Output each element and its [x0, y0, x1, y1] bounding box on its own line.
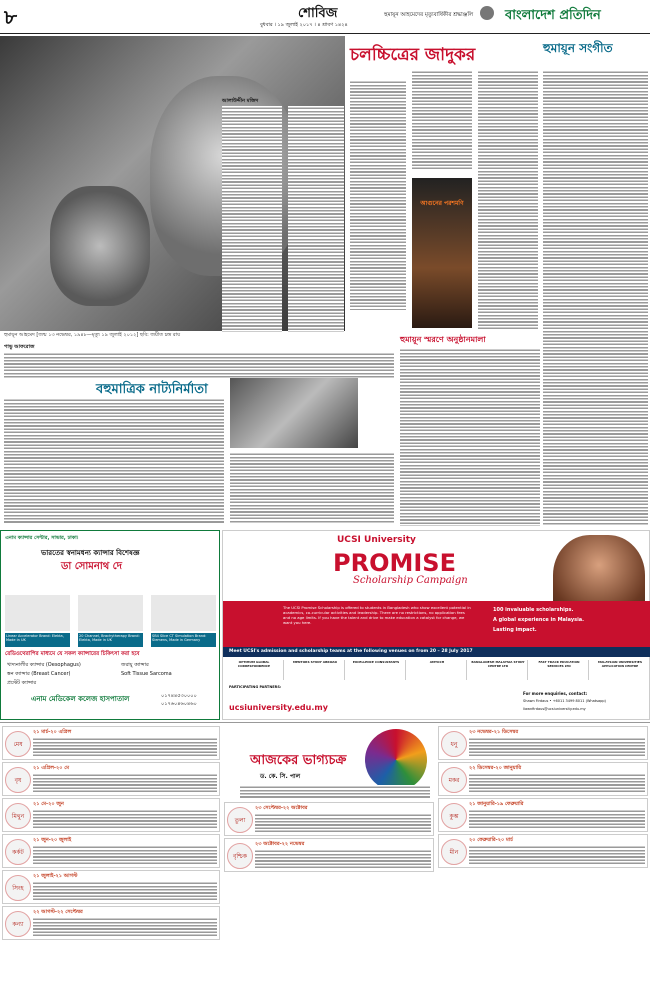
tribute-label: হুমায়ূন আহমেদের মৃত্যুবার্ষিকীর শ্রদ্ধাঞ্জলি	[384, 12, 474, 18]
sign-text	[33, 881, 217, 901]
author-avatar	[480, 6, 494, 20]
gemini-icon: মিথুন	[5, 803, 31, 829]
ucsi-bullet-1: 100 invaluable scholarships.	[493, 607, 574, 613]
article-body-col4	[412, 70, 472, 170]
article-body-col1	[222, 106, 282, 332]
ucsi-body-text: The UCSI Promise Scholarship is offered to students in Bangladesh who show excellent potential in academics, co-curricular activities and leadership. There are no restrictions, no application fees and no age limits. If you have the talent and drive to make education a catalyst for change, we want you here.	[283, 605, 471, 625]
sign-cell-virgo	[2, 906, 220, 940]
sign-cell-libra	[224, 802, 434, 836]
machine-image-3	[151, 595, 216, 631]
sign-text	[33, 737, 217, 757]
sagittarius-icon: ধনু	[441, 731, 467, 757]
paper-name: বাংলাদেশ প্রতিদিন	[505, 8, 601, 23]
ucsi-venue-row	[225, 660, 649, 680]
sign-cell-capricorn	[438, 762, 648, 796]
sign-text	[255, 813, 431, 833]
cancer-ad-intro: এনাম ক্যান্সার সেন্টার, সাভার, ঢাকা।	[5, 535, 79, 541]
treatment-4: Soft Tissue Sarcoma	[121, 671, 172, 677]
venue-2: MENTORS STUDY ABROAD	[286, 660, 345, 680]
horoscope-wheel	[365, 729, 427, 791]
sign-text	[469, 737, 645, 757]
article-body-col2	[288, 106, 344, 332]
horoscope-intro	[240, 785, 430, 799]
sign-range: ২২ ডিসেম্বর-২০ জানুয়ারি	[469, 765, 522, 771]
bottom-right-body	[230, 452, 394, 524]
article-photo	[230, 378, 358, 448]
ucsi-contact-title: For more enquiries, contact:	[523, 691, 588, 696]
ucsi-ad	[222, 530, 650, 720]
sign-text	[469, 773, 645, 793]
section-title: শোবিজ	[298, 6, 338, 21]
sign-cell-taurus	[2, 762, 220, 796]
venue-4: AMTOCH	[408, 660, 467, 680]
poster-image	[412, 178, 472, 328]
ucsi-bullet-2: A global experience in Malaysia.	[493, 617, 585, 623]
sign-range: ২০ ফেব্রুয়ারি-২০ মার্চ	[469, 837, 513, 843]
ucsi-venues-title: Meet UCSI's admission and scholarship teams at the following venues on from 20 – 28 July 2017	[223, 647, 650, 657]
sign-cell-gemini	[2, 798, 220, 832]
aries-icon: মেষ	[5, 731, 31, 757]
libra-icon: তুলা	[227, 807, 253, 833]
ucsi-contact: Shawn Firdaus • +6011 3499 8011 (Whatsapp)	[523, 699, 606, 703]
treatment-2: জরায়ু ক্যান্সার	[121, 662, 149, 668]
portrait-hand	[50, 186, 150, 306]
scorpio-icon: বৃশ্চিক	[227, 843, 253, 869]
ucsi-campaign: Scholarship Campaign	[353, 575, 468, 586]
capricorn-icon: মকর	[441, 767, 467, 793]
article-body-col5	[478, 70, 538, 330]
tribute-body	[400, 348, 540, 526]
sign-range: ২১ জানুয়ারি-১৯ ফেব্রুয়ারি	[469, 801, 524, 807]
sign-range: ২৩ নভেম্বর-২১ ডিসেম্বর	[469, 729, 519, 735]
sign-cell-aries	[2, 726, 220, 760]
aquarius-icon: কুম্ভ	[441, 803, 467, 829]
poster-title: আগুনের পরশমণি	[420, 200, 464, 207]
machine-image-1	[5, 595, 70, 631]
bottom-left-lead	[4, 352, 394, 378]
sign-text	[33, 845, 217, 865]
sign-range: ২১ জুলাই-২১ আগস্ট	[33, 873, 78, 879]
page-number: ৮	[4, 5, 17, 29]
hospital-name: এনাম মেডিকেল কলেজ হাসপাতাল	[31, 695, 130, 703]
cancer-ad	[0, 530, 220, 720]
side-column-title: হুমায়ূন সংগীত	[543, 41, 613, 55]
ucsi-body-panel	[223, 601, 650, 647]
sign-text	[33, 773, 217, 793]
horoscope-author: ড. কে. সি. পাল	[260, 773, 301, 780]
cancer-icon: কর্কট	[5, 839, 31, 865]
sign-cell-sagittarius	[438, 726, 648, 760]
main-byline: আলাউদ্দীন মজিদ	[222, 98, 259, 104]
photo-caption: হুমায়ূন আহমেদ [জন্ম ১৩ নভেম্বর, ১৯৪৮—মৃত্যু ১৯ জুলাই ২০১২] ছবি: জয়ীত চন্দ্র রায়	[4, 332, 181, 338]
treatment-3: স্তন ক্যান্সার (Breast Cancer)	[7, 671, 71, 677]
sign-range: ২৩ অক্টোবর-২২ নভেম্বর	[255, 841, 305, 847]
ucsi-website: ucsiuniversity.edu.my	[229, 703, 328, 712]
sign-range: ২১ জুন-২০ জুলাই	[33, 837, 72, 843]
venue-7: MALAYSIAN UNIVERSITIES APPLICATION CENTRE	[598, 660, 642, 668]
virgo-icon: কন্যা	[5, 911, 31, 937]
treatment-title: রেডিওথেরাপির মাধ্যমে যে সকল ক্যান্সারের চিকিৎসা করা হবে	[5, 651, 140, 657]
machine-label-1: Linear Accelerator Brand: Elekta, Made in UK	[5, 633, 70, 647]
cancer-ad-doctor: ডা সোমনাথ দে	[61, 561, 122, 572]
venue-3: EXCELLENCE CONSULTANTS	[347, 660, 406, 680]
sign-cell-cancer	[2, 834, 220, 868]
article-body-col3	[350, 80, 406, 310]
sign-range: ২১ এপ্রিল-২০ মে	[33, 765, 70, 771]
phone-2: ০১৭৬০৪৬০৪৬০	[161, 701, 197, 707]
sign-range: ২১ মার্চ-২০ এপ্রিল	[33, 729, 72, 735]
sign-range: ২২ আগস্ট-২২ সেপ্টেম্বর	[33, 909, 83, 915]
phone-1: ০১৭৪৪৫৩০০০০	[161, 693, 197, 699]
sign-range: ২৩ সেপ্টেম্বর-২২ অক্টোবর	[255, 805, 308, 811]
ucsi-bullet-3: Lasting impact.	[493, 627, 537, 633]
treatment-1: খাদ্যনালীর ক্যান্সার (Oesophagus)	[7, 662, 81, 668]
sign-text	[255, 849, 431, 869]
date-line: বুধবার । ১৯ জুলাই ২০১৭ । ৪ শ্রাবণ ১৪২৪	[260, 22, 348, 28]
bottom-left-headline: বহুমাত্রিক নাট্যনির্মাতা	[96, 382, 208, 397]
treatment-5: প্রস্টেট ক্যান্সার	[7, 680, 37, 686]
ucsi-promise: PROMISE	[333, 549, 456, 577]
sign-cell-scorpio	[224, 838, 434, 872]
side-column-body	[543, 70, 648, 525]
machine-label-3: SB4 Slice CT Simulation Brand: Siemens, Made in Germany	[151, 633, 216, 647]
bottom-left-body	[4, 398, 224, 524]
sign-text	[33, 917, 217, 937]
horoscope-title: আজকের ভাগ্যচক্র	[250, 753, 347, 768]
ucsi-email: liawnfirdaus@ucsiuniversity.edu.my	[523, 707, 586, 711]
main-headline: চলচ্চিত্রের জাদুকর	[350, 45, 476, 65]
leo-icon: সিংহ	[5, 875, 31, 901]
cancer-ad-subtitle: ভারতের স্বনামধন্য ক্যান্সার বিশেষজ্ঞ	[41, 549, 140, 557]
sign-range: ২১ মে-২০ জুন	[33, 801, 64, 807]
page-header	[0, 0, 650, 34]
tribute-title: হুমায়ূন স্মরণে অনুষ্ঠানমালা	[400, 335, 486, 344]
venue-5: BANGLADESH MALAYSIA STUDY CENTRE LTD	[469, 660, 528, 680]
venue-6: FAST TRACK EDUCATION SERVICES LTD	[530, 660, 589, 680]
venue-1: OPTIMUM GLOBAL CORRESPONDENCE	[225, 660, 284, 680]
ucsi-partners-label: PARTICIPATING PARTNERS:	[229, 685, 282, 689]
machine-image-2	[78, 595, 143, 631]
machine-label-2: 20 Channel, Brachytherapy Brand: Elekta, Made in UK	[78, 633, 143, 647]
sign-cell-aquarius	[438, 798, 648, 832]
sign-text	[469, 809, 645, 829]
sign-cell-pisces	[438, 834, 648, 868]
sign-cell-leo	[2, 870, 220, 904]
sign-text	[33, 809, 217, 829]
pisces-icon: মীন	[441, 839, 467, 865]
ucsi-brand: UCSI University	[337, 535, 416, 545]
bottom-left-byline: পাভু আফরোজ	[4, 344, 35, 350]
sign-text	[469, 845, 645, 865]
taurus-icon: বৃষ	[5, 767, 31, 793]
